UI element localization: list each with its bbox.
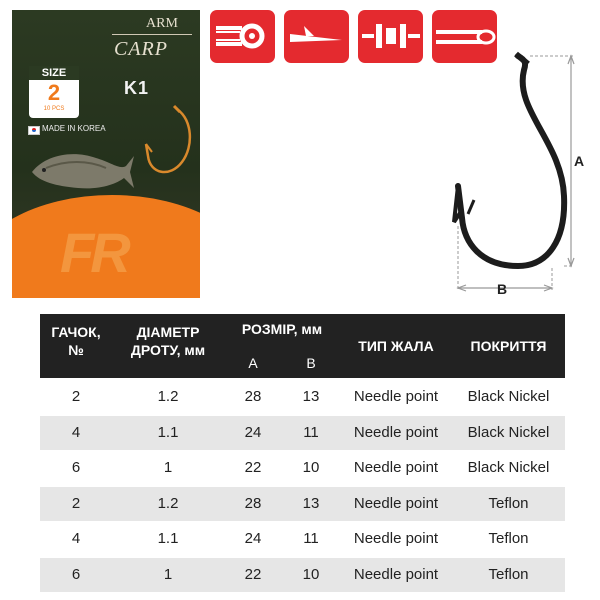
origin-text: MADE IN KOREA [42,124,106,133]
carp-fish-icon [26,138,136,198]
cell-b: 10 [302,565,320,583]
product-package [12,10,200,298]
header-b: B [306,355,316,371]
hook-shape [458,56,564,266]
cell-coating: Teflon [488,494,529,512]
size-box [29,66,79,118]
cell-hook: 4 [71,423,81,441]
cell-wire: 1 [163,459,173,476]
package-hook-icon [130,100,200,190]
cell-b: 11 [303,423,319,441]
cell-hook: 2 [71,494,81,512]
table-header [40,314,565,378]
ring-swivel-icon [358,10,423,63]
table-row [40,416,565,450]
cell-wire: 1.1 [157,423,179,441]
cell-coating: Black Nickel [467,423,550,441]
cell-b: 13 [302,388,320,405]
cell-point: Needle point [353,388,439,405]
table-row [40,487,565,521]
size-value: 2 [47,80,61,105]
cell-hook: 4 [71,530,81,547]
cell-wire: 1 [163,565,173,583]
brand-divider [112,34,192,35]
cell-wire: 1.1 [157,530,179,547]
header-point: ТИП ЖАЛА [358,338,434,354]
cell-a: 28 [244,388,262,405]
cell-a: 24 [244,530,262,547]
cell-hook: 2 [71,388,81,405]
cell-a: 22 [244,565,262,583]
cell-wire: 1.2 [157,388,179,405]
cell-coating: Black Nickel [467,459,550,476]
table-row [40,380,565,414]
header-hook: ГАЧОК, № [51,324,101,358]
hook-dimension-diagram [440,50,590,300]
header-coating: ПОКРИТТЯ [470,338,547,354]
header-a: A [248,355,258,371]
label-a: A [574,153,585,169]
needle-point-icon [284,10,349,63]
cell-b: 11 [303,530,319,547]
brand-carp: CARP [114,38,168,60]
cell-a: 28 [244,494,262,512]
cell-hook: 6 [71,459,81,476]
cell-a: 22 [244,459,262,476]
cell-b: 10 [302,459,320,476]
brand-arm: ARM [146,16,178,31]
header-wire: ДІАМЕТР ДРОТУ, мм [130,324,206,358]
cell-coating: Teflon [488,565,529,583]
cell-point: Needle point [353,530,439,547]
model-name: K1 [124,78,150,98]
cell-hook: 6 [71,565,81,583]
table-row [40,558,565,592]
hook-eye-icon [210,10,275,63]
cell-point: Needle point [353,494,439,512]
cell-a: 24 [244,423,262,441]
pieces-count: 10 PCS [43,106,65,112]
size-label: SIZE [29,66,79,80]
cell-point: Needle point [353,423,439,441]
header-size: РОЗМІР, мм [241,321,323,337]
cell-coating: Black Nickel [467,388,550,405]
cell-point: Needle point [353,459,439,476]
korea-flag-icon [28,126,40,135]
cell-wire: 1.2 [157,494,179,512]
cell-point: Needle point [353,565,439,583]
table-row [40,451,565,485]
label-b: B [497,281,508,297]
table-row [40,522,565,556]
fr-logo: FR [60,221,127,284]
cell-b: 13 [302,494,320,512]
cell-coating: Teflon [488,530,529,547]
